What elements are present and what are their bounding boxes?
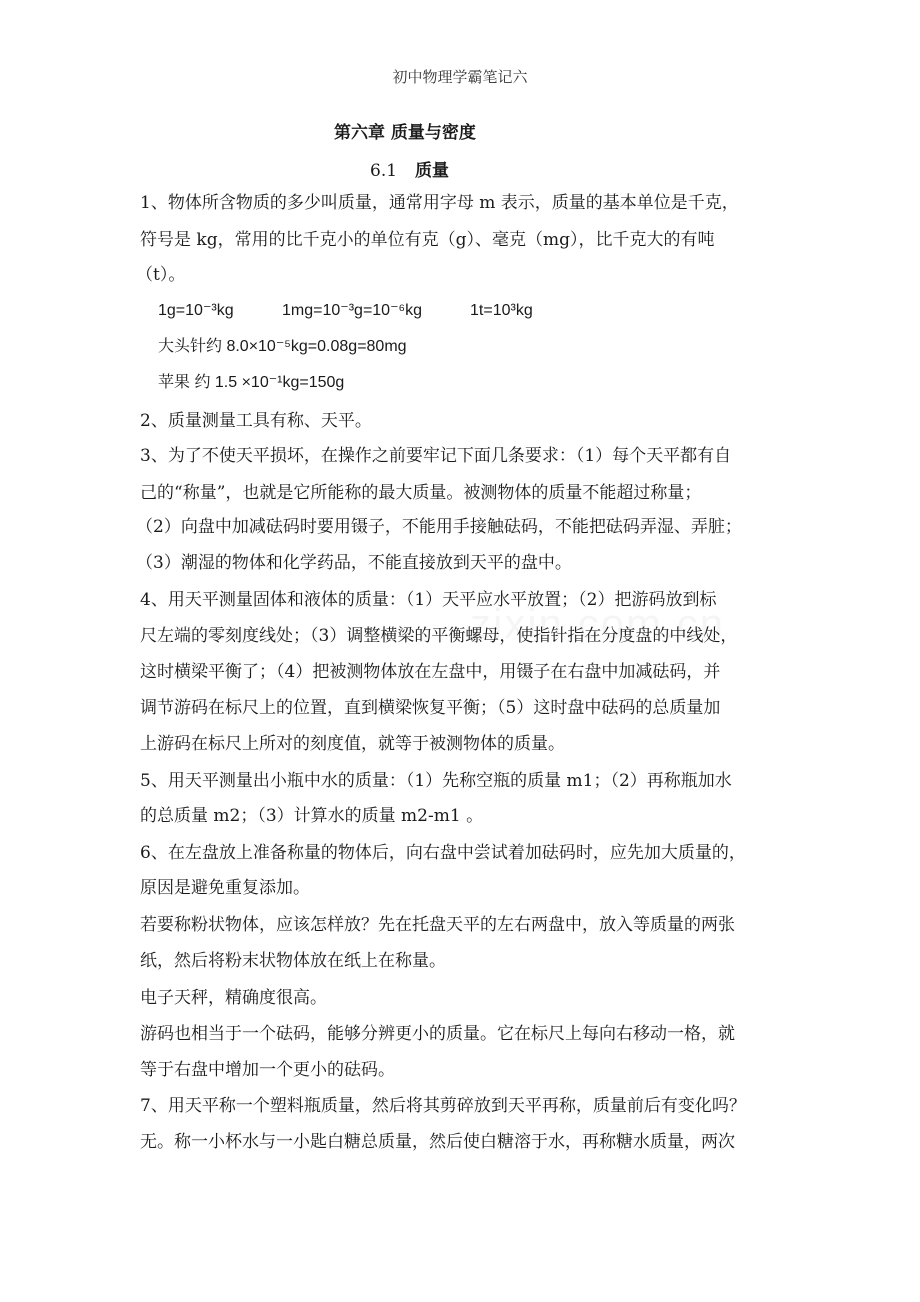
text-line: 1、物体所含物质的多少叫质量，通常用字母 m 表示，质量的基本单位是千克， [140, 193, 739, 213]
section-number: 6.1 [370, 161, 398, 181]
text-line: 电子天秤，精确度很高。 [140, 988, 327, 1008]
text-line: 符号是 kg，常用的比千克小的单位有克（g）、毫克（mg），比千克大的有吨 [140, 230, 715, 250]
text-line: 上游码在标尺上所对的刻度值，就等于被测物体的质量。 [140, 734, 565, 754]
unit-formula-g: 1g=10⁻³kg [158, 302, 234, 319]
text-line: 等于右盘中增加一个更小的砝码。 [140, 1060, 395, 1080]
text-line: 的总质量 m2；（3）计算水的质量 m2-m1 。 [140, 806, 484, 826]
text-line: 尺左端的零刻度线处；（3）调整横梁的平衡螺母，使指针指在分度盘的中线处， [140, 626, 738, 646]
text-line: 6、在左盘放上准备称量的物体后，向右盘中尝试着加砝码时，应先加大质量的， [140, 843, 746, 863]
text-line: 无。称一小杯水与一小匙白糖总质量，然后使白糖溶于水，再称糖水质量，两次 [140, 1132, 735, 1152]
page-header: 初中物理学霸笔记六 [392, 68, 528, 86]
text-line: 调节游码在标尺上的位置，直到横梁恢复平衡；（5）这时盘中砝码的总质量加 [140, 698, 721, 718]
pin-mass: 大头针约 8.0×10⁻⁵kg=0.08g=80mg [158, 338, 407, 355]
text-line: （3）潮湿的物体和化学药品，不能直接放到天平的盘中。 [136, 553, 572, 573]
text-line: 7、用天平称一个塑料瓶质量，然后将其剪碎放到天平再称，质量前后有变化吗？ [140, 1096, 746, 1116]
unit-formula-t: 1t=10³kg [470, 302, 533, 319]
text-line: 若要称粉状物体，应该怎样放？先在托盘天平的左右两盘中，放入等质量的两张 [140, 915, 735, 935]
section-name: 质量 [415, 161, 450, 181]
text-line: 4、用天平测量固体和液体的质量：（1）天平应水平放置；（2）把游码放到标 [140, 590, 717, 610]
text-line: 这时横梁平衡了；（4）把被测物体放在左盘中，用镊子在右盘中加减砝码，并 [140, 662, 721, 682]
text-line: 游码也相当于一个砝码，能够分辨更小的质量。它在标尺上每向右移动一格，就 [140, 1024, 735, 1044]
unit-formula-mg: 1mg=10⁻³g=10⁻⁶kg [282, 302, 423, 319]
text-line: （t）。 [136, 265, 186, 285]
text-line: 3、为了不使天平损坏，在操作之前要牢记下面几条要求：（1）每个天平都有自 [140, 446, 732, 466]
apple-mass: 苹果 约 1.5 ×10⁻¹kg=150g [158, 374, 345, 391]
text-line: 原因是避免重复添加。 [140, 878, 310, 898]
text-line: 5、用天平测量出小瓶中水的质量：（1）先称空瓶的质量 m1；（2）再称瓶加水 [140, 771, 732, 791]
text-line: 己的“称量”，也就是它所能称的最大质量。被测物体的质量不能超过称量； [140, 483, 702, 503]
text-line: 2、质量测量工具有称、天平。 [140, 411, 372, 431]
section-title [370, 156, 449, 181]
text-line: 纸，然后将粉末状物体放在纸上在称量。 [140, 951, 446, 971]
text-line: （2）向盘中加减砝码时要用镊子，不能用手接触砝码，不能把砝码弄湿、弄脏； [136, 517, 742, 537]
chapter-title: 第六章 质量与密度 [334, 123, 476, 143]
